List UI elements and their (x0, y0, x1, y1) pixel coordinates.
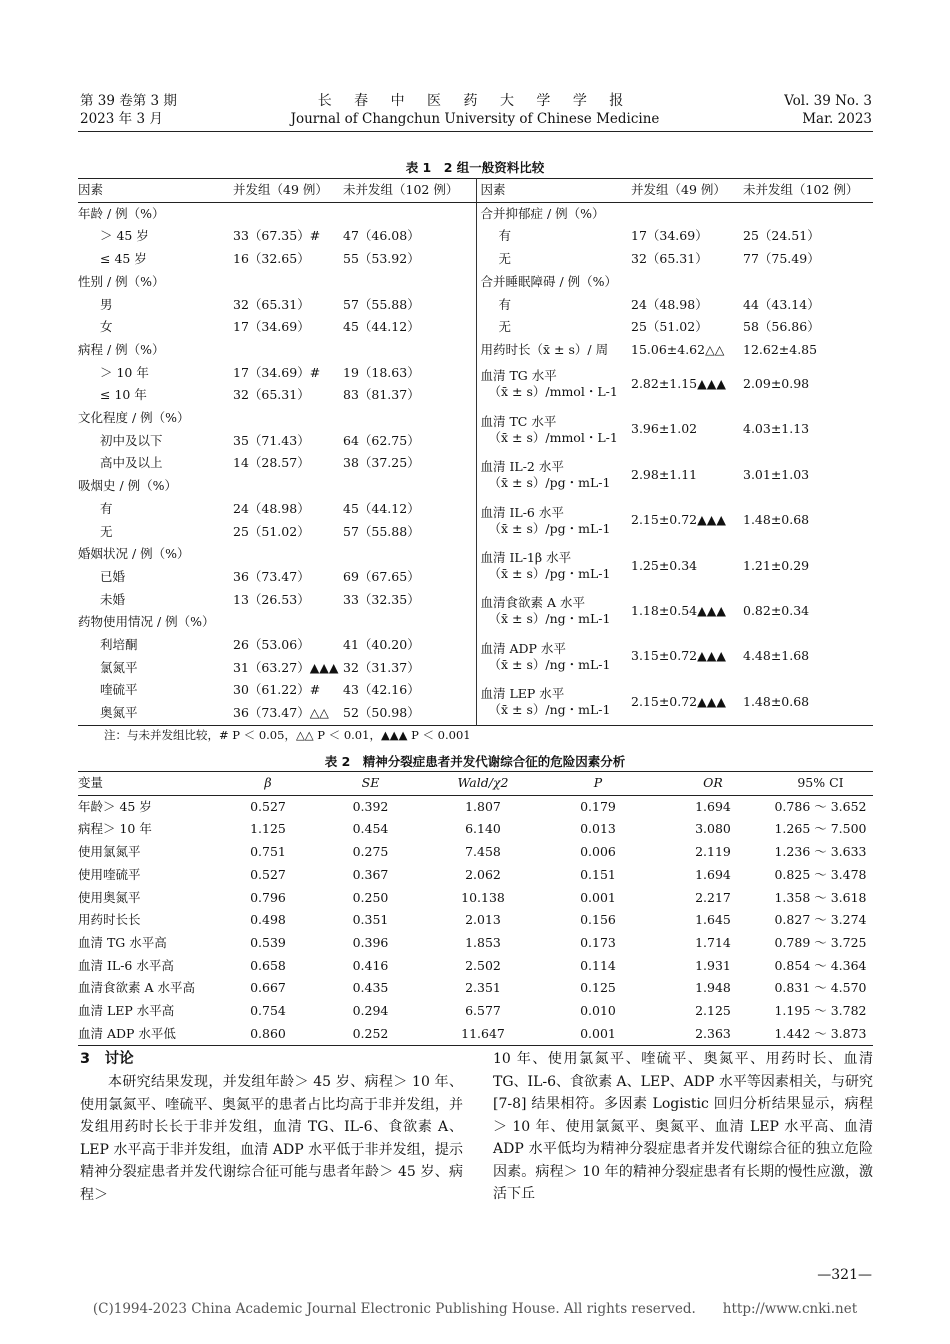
table1-value-b: 45（44.12） (343, 316, 476, 339)
volume-issue: 第 39 卷第 3 期 (80, 93, 177, 109)
table1-value-b-right: 44（43.14） (743, 296, 820, 312)
table1-factor-right-name: 血清 TC 水平 (480, 413, 557, 429)
table1-value-a: 32（65.31） (233, 296, 310, 312)
table1-row (78, 407, 873, 430)
table2-ci: 1.195 ～ 3.782 (774, 1003, 867, 1019)
table2-wald: 1.807 (465, 798, 501, 814)
table2-wald: 2.502 (465, 957, 501, 973)
table1-value-a: 33（67.35）# (233, 228, 321, 244)
table1-value-a: 17（34.69）# (233, 364, 321, 380)
table2-or: 1.645 (695, 912, 731, 928)
table2-p: 0.125 (580, 980, 616, 996)
journal-volume-en (784, 92, 872, 128)
table1-value-b: 38（37.25） (343, 452, 476, 475)
table1-value-b: 41（40.20） (343, 634, 476, 657)
table1-factor-right: 用药时长（x̄ ± s）/ 周 (480, 341, 609, 357)
table1-value-b-right: 1.21±0.29 (743, 557, 810, 573)
table1-value-a: 14（28.57） (233, 455, 310, 471)
table1-factor-right: 有 (498, 228, 512, 244)
table1-row (78, 452, 873, 475)
table2-or: 2.119 (695, 844, 731, 860)
table2-or: 1.931 (695, 957, 731, 973)
table2-row (78, 795, 873, 818)
table1-value-b: 57（55.88） (343, 294, 476, 317)
table2-ci: 1.265 ～ 7.500 (774, 821, 867, 837)
table1-value-b-right: 4.03±1.13 (743, 421, 810, 437)
table1-value-a (233, 407, 343, 430)
table1-row (78, 316, 873, 339)
table1-factor: 男 (100, 296, 113, 312)
table2-variable: 血清 IL-6 水平高 (78, 957, 174, 973)
table2-ci: 0.825 ～ 3.478 (774, 866, 867, 882)
table1-row (78, 634, 873, 657)
table1-value-a: 13（26.53） (233, 591, 310, 607)
table1-factor-right: 有 (498, 296, 512, 312)
table1-row (78, 589, 873, 612)
table2-row (78, 932, 873, 955)
table1-value-a-right: 32（65.31） (631, 251, 708, 267)
table1-note: 注：与未并发组比较，# P ＜ 0.05，△△ P ＜ 0.01，▲▲▲ P ＜ 0.001 (104, 728, 471, 742)
table1-factor-right-name: 血清 ADP 水平 (480, 640, 566, 656)
table2-or: 2.125 (695, 1003, 731, 1019)
table2-wald: 2.351 (465, 980, 501, 996)
table1-value-a-right: 15.06±4.62△△ (631, 341, 725, 357)
table1-factor-right-unit: （x̄ ± s）/pg・mL-1 (488, 565, 611, 581)
copyright-footer: (C)1994-2023 China Academic Journal Electronic Publishing House. All rights reserved. http://www.cnki.net (92, 1301, 858, 1317)
table1-row (78, 339, 873, 362)
table1-value-b: 19（18.63） (343, 362, 476, 385)
table2-beta: 0.498 (250, 912, 286, 928)
table2-variable: 年龄＞ 45 岁 (78, 798, 152, 814)
table1-value-b: 45（44.12） (343, 498, 476, 521)
table2-beta: 0.527 (250, 798, 286, 814)
table1-value-a (233, 271, 343, 294)
table1-value-b: 69（67.65） (343, 566, 476, 589)
table1 (78, 178, 873, 726)
table1-value-b (343, 271, 476, 294)
table2-variable: 血清食欲素 A 水平高 (78, 980, 195, 996)
table1-value-a-right: 24（48.98） (631, 296, 708, 312)
table2-variable: 血清 LEP 水平高 (78, 1003, 175, 1019)
table1-factor: 奥氮平 (100, 705, 138, 721)
table1-factor-right (476, 498, 631, 543)
table2-row (78, 864, 873, 887)
table1-header-row (78, 179, 873, 203)
table2-or: 2.363 (695, 1025, 731, 1041)
body-right-column (493, 1048, 873, 1206)
table1-factor-right (476, 679, 631, 725)
table1-value-a (233, 202, 343, 225)
table1-row (78, 294, 873, 317)
table2-or: 1.694 (695, 866, 731, 882)
table1-factor-right (476, 543, 631, 588)
table1-factor: ≤ 10 年 (100, 387, 147, 403)
table2-beta: 0.751 (250, 844, 286, 860)
table2-ci: 0.786 ～ 3.652 (774, 798, 867, 814)
table1-value-a-right: 2.15±0.72▲▲▲ (631, 693, 726, 709)
table2-row (78, 887, 873, 910)
table1-value-a-right: 17（34.69） (631, 228, 708, 244)
table1-header-group-a: 并发组（49 例） (233, 179, 343, 203)
table1-value-a: 36（73.47） (233, 568, 310, 584)
table1-value-a: 32（65.31） (233, 387, 310, 403)
table1-value-a (233, 611, 343, 634)
table2-beta: 0.658 (250, 957, 286, 973)
table2-se: 0.252 (352, 1025, 389, 1041)
table1-factor: 已婚 (100, 568, 126, 584)
table2-row (78, 818, 873, 841)
table1-value-b: 33（32.35） (343, 589, 476, 612)
table1-value-a: 31（63.27）▲▲▲ (233, 659, 339, 675)
table2-p: 0.010 (580, 1003, 616, 1019)
table1-header-factor-right: 因素 (476, 179, 631, 203)
table2-variable: 使用氯氮平 (78, 844, 141, 860)
table1-header-group-b-right: 未并发组（102 例） (743, 179, 873, 203)
table1-header-group-a-right: 并发组（49 例） (631, 179, 743, 203)
table1-value-b-right: 12.62±4.85 (743, 341, 818, 357)
body-paragraph-left: 本研究结果发现，并发组年龄＞ 45 岁、病程＞ 10 年、使用氯氮平、喹硫平、奥氮平的患者占比均高于非并发组，并发组用药时长长于非并发组，血清 TG、IL-6、食欲素 A、LEP 水平高于非并发组，血清 ADP 水平低于非并发组，提示精神分裂症患者并发代谢综合征可能与患者年龄＞ 45 岁、病程＞ (80, 1074, 463, 1203)
table1-factor-right (476, 407, 631, 452)
table1-value-a-right: 3.15±0.72▲▲▲ (631, 648, 726, 664)
table2-beta: 0.796 (250, 889, 286, 905)
body-left-column (80, 1071, 463, 1206)
table1-value-b-right (743, 202, 873, 225)
table1-value-b: 47（46.08） (343, 225, 476, 248)
table2-header-se: SE (313, 772, 428, 796)
table1-row (78, 362, 873, 385)
table1-factor-right-name: 血清 TG 水平 (480, 368, 557, 384)
table1-value-b (343, 475, 476, 498)
table2-header-beta: β (223, 772, 313, 796)
table2-p: 0.013 (580, 821, 616, 837)
table2-or: 1.694 (695, 798, 731, 814)
table2-variable: 使用喹硫平 (78, 866, 141, 882)
table1-value-b (343, 611, 476, 634)
table2-caption: 表 2 精神分裂症患者并发代谢综合征的危险因素分析 (324, 754, 626, 769)
table1-factor: 未婚 (100, 591, 126, 607)
table1-value-a: 24（48.98） (233, 500, 310, 516)
table1-value-a-right (631, 271, 743, 294)
table1-factor: 年龄 / 例（%） (78, 205, 165, 221)
table1-row (78, 225, 873, 248)
table2-or: 3.080 (695, 821, 731, 837)
table2-variable: 用药时长长 (78, 912, 141, 928)
table1-factor-right-unit: （x̄ ± s）/ng・mL-1 (488, 656, 611, 672)
table1-value-a: 35（71.43） (233, 432, 310, 448)
table1-factor: 有 (100, 500, 113, 516)
table2-wald: 1.853 (465, 934, 501, 950)
table1-value-a-right: 1.25±0.34 (631, 557, 698, 573)
table2-se: 0.396 (352, 934, 389, 950)
table1-row (78, 248, 873, 271)
table1-value-a: 30（61.22）# (233, 682, 321, 698)
table2-p: 0.001 (580, 1025, 616, 1041)
table1-factor-right-unit: （x̄ ± s）/pg・mL-1 (488, 520, 611, 536)
table2-se: 0.416 (352, 957, 389, 973)
table1-value-a-right: 2.98±1.11 (631, 466, 698, 482)
table2-header-wald: Wald/χ2 (428, 772, 538, 796)
table1-factor-right-unit: （x̄ ± s）/mmol・L-1 (488, 429, 618, 445)
table1-factor-right (476, 452, 631, 497)
table1-value-b: 83（81.37） (343, 384, 476, 407)
table2 (78, 771, 873, 1046)
table1-value-b-right: 0.82±0.34 (743, 603, 810, 618)
table2-ci: 1.442 ～ 3.873 (774, 1025, 867, 1041)
table1-value-a: 16（32.65） (233, 251, 310, 267)
table1-value-b-right: 1.48±0.68 (743, 693, 810, 709)
table2-header-or: OR (658, 772, 768, 796)
table2-se: 0.435 (352, 980, 389, 996)
table1-value-b-right: 3.01±1.03 (743, 466, 810, 482)
table2-ci: 1.358 ～ 3.618 (774, 889, 867, 905)
table1-factor-right: 合并抑郁症 / 例（%） (480, 205, 605, 221)
body-paragraph-right: 10 年、使用氯氮平、喹硫平、奥氮平、用药时长、血清 TG、IL-6、食欲素 A、LEP、ADP 水平等因素相关，与研究 [7-8] 结果相符。多因素 Logistic 回归分析结果显示，病程＞ 10 年、使用氯氮平、奥氮平、血清 LEP 水平高、血清 ADP 水平低均为精神分裂症患者并发代谢综合征的独立危险因素。病程＞ 10 年的精神分裂症患者有长期的慢性应激，激活下丘 (493, 1051, 873, 1202)
table1-value-b-right: 4.48±1.68 (743, 648, 810, 664)
table1-factor: 性别 / 例（%） (78, 273, 165, 289)
table1-factor: 病程 / 例（%） (78, 341, 165, 357)
table1-row (78, 543, 873, 566)
table2-header-row (78, 772, 873, 796)
table2-row (78, 1023, 873, 1046)
table2-row (78, 1000, 873, 1023)
table1-factor-right (476, 362, 631, 407)
table1-value-a-right: 2.15±0.72▲▲▲ (631, 512, 726, 528)
header-rule (78, 131, 873, 132)
table1-value-b (343, 407, 476, 430)
table2-header-variable: 变量 (78, 772, 223, 796)
table2-se: 0.392 (352, 798, 389, 814)
table1-value-b-right: 2.09±0.98 (743, 375, 810, 391)
table1-factor-right: 无 (498, 251, 512, 267)
table2-row (78, 909, 873, 932)
table1-row (78, 271, 873, 294)
section-title: 3 讨论 (80, 1051, 134, 1067)
table2-variable: 病程＞ 10 年 (78, 821, 152, 837)
table1-value-b: 64（62.75） (343, 430, 476, 453)
table1-value-b-right: 58（56.86） (743, 319, 820, 335)
table2-ci: 0.831 ～ 4.570 (774, 980, 867, 996)
table1-value-a: 25（51.02） (233, 523, 310, 539)
table2-beta: 1.125 (250, 821, 286, 837)
table2-wald: 6.140 (465, 821, 501, 837)
page-number: —321— (817, 1267, 872, 1283)
table2-ci: 1.236 ～ 3.633 (774, 844, 867, 860)
table2-se: 0.367 (352, 866, 389, 882)
table1-factor: 氯氮平 (100, 659, 138, 675)
table2-p: 0.151 (580, 866, 616, 882)
table1-row (78, 498, 873, 521)
table1-header-factor: 因素 (78, 179, 233, 203)
table2-wald: 10.138 (461, 889, 505, 905)
table1-factor-right (476, 634, 631, 679)
table1-factor: 婚姻状况 / 例（%） (78, 546, 190, 562)
table1-row (78, 202, 873, 225)
table2-p: 0.114 (580, 957, 616, 973)
table1-factor: 药物使用情况 / 例（%） (78, 614, 215, 630)
table1-value-b: 43（42.16） (343, 679, 476, 702)
table1-value-b-right: 77（75.49） (743, 251, 820, 267)
table1-value-b-right: 1.48±0.68 (743, 512, 810, 528)
table1-value-b-right (743, 271, 873, 294)
table1-value-a-right: 25（51.02） (631, 319, 708, 335)
table1-caption: 表 1 2 组一般资料比较 (405, 160, 545, 175)
table1-factor-right-name: 血清 IL-2 水平 (480, 459, 564, 475)
journal-title-cn: 长 春 中 医 药 大 学 学 报 (317, 93, 633, 109)
table2-wald: 2.062 (465, 866, 501, 882)
table2-or: 1.714 (695, 934, 731, 950)
table2-variable: 使用奥氮平 (78, 889, 141, 905)
table2-row (78, 841, 873, 864)
table2-p: 0.001 (580, 889, 616, 905)
table2-row (78, 955, 873, 978)
table2-beta: 0.754 (250, 1003, 286, 1019)
table1-factor: 利培酮 (100, 637, 138, 653)
table2-beta: 0.860 (250, 1025, 286, 1041)
table1-factor-right-name: 血清 LEP 水平 (480, 686, 565, 702)
table1-value-a: 17（34.69） (233, 319, 310, 335)
table1-factor: ＞ 45 岁 (100, 228, 149, 244)
table2-se: 0.275 (352, 844, 389, 860)
table1-value-b: 57（55.88） (343, 521, 476, 544)
table1-value-a: 26（53.06） (233, 637, 310, 653)
table1-value-a (233, 475, 343, 498)
table2-beta: 0.527 (250, 866, 286, 882)
table1-factor-right-unit: （x̄ ± s）/ng・mL-1 (488, 611, 611, 627)
table2-header-p: P (538, 772, 658, 796)
table1-factor-right: 合并睡眠障碍 / 例（%） (480, 273, 618, 289)
table1-value-a: 36（73.47）△△ (233, 705, 329, 721)
table2-p: 0.179 (580, 798, 616, 814)
journal-title-en: Journal of Changchun University of Chinese Medicine (290, 111, 660, 127)
table1-value-b (343, 543, 476, 566)
table2-ci: 0.789 ～ 3.725 (774, 934, 867, 950)
table1-row (78, 679, 873, 702)
table2-se: 0.454 (352, 821, 389, 837)
table2-wald: 7.458 (465, 844, 501, 860)
table2-beta: 0.539 (250, 934, 286, 950)
volume-issue-en: Vol. 39 No. 3 (784, 93, 872, 109)
table2-se: 0.351 (352, 912, 389, 928)
table2-p: 0.006 (580, 844, 616, 860)
table1-value-a-right: 1.18±0.54▲▲▲ (631, 603, 726, 618)
table2-ci: 0.827 ～ 3.274 (774, 912, 867, 928)
table1-value-b (343, 339, 476, 362)
table1-value-b: 32（31.37） (343, 657, 476, 680)
table1-factor: 初中及以下 (100, 432, 163, 448)
table2-variable: 血清 TG 水平高 (78, 934, 167, 950)
table1-value-b-right: 25（24.51） (743, 228, 820, 244)
table1-factor-right-name: 血清食欲素 A 水平 (480, 595, 585, 611)
table2-header-ci: 95% CI (768, 772, 873, 796)
table1-factor-right-name: 血清 IL-6 水平 (480, 504, 564, 520)
table2-wald: 6.577 (465, 1003, 501, 1019)
table1-factor: ≤ 45 岁 (100, 251, 147, 267)
table1-factor: 吸烟史 / 例（%） (78, 478, 178, 494)
table1-factor-right-unit: （x̄ ± s）/mmol・L-1 (488, 384, 618, 400)
table1-value-a-right (631, 202, 743, 225)
table2-se: 0.250 (352, 889, 389, 905)
table1-value-b: 55（53.92） (343, 248, 476, 271)
table2-p: 0.156 (580, 912, 616, 928)
table1-factor: 女 (100, 319, 113, 335)
table1-factor-right-unit: （x̄ ± s）/ng・mL-1 (488, 702, 611, 718)
table1-factor: ＞ 10 年 (100, 364, 149, 380)
table1-factor-right-unit: （x̄ ± s）/pg・mL-1 (488, 475, 611, 491)
table1-factor-right (476, 589, 631, 634)
table1-factor: 喹硫平 (100, 682, 138, 698)
table1-header-group-b: 未并发组（102 例） (343, 179, 476, 203)
table1-factor: 高中及以上 (100, 455, 163, 471)
table1-value-b (343, 202, 476, 225)
table2-wald: 2.013 (465, 912, 501, 928)
table2-row (78, 977, 873, 1000)
table2-p: 0.173 (580, 934, 616, 950)
table2-ci: 0.854 ～ 4.364 (774, 957, 867, 973)
table1-value-a (233, 339, 343, 362)
table2-variable: 血清 ADP 水平低 (78, 1025, 176, 1041)
table2-se: 0.294 (352, 1003, 389, 1019)
table1-factor-right-name: 血清 IL-1β 水平 (480, 549, 572, 565)
table1-factor: 文化程度 / 例（%） (78, 410, 190, 426)
table2-beta: 0.667 (250, 980, 286, 996)
table1-value-a (233, 543, 343, 566)
table2-or: 1.948 (695, 980, 731, 996)
issue-date: 2023 年 3 月 (80, 111, 163, 127)
issue-date-en: Mar. 2023 (802, 111, 872, 127)
table2-or: 2.217 (695, 889, 731, 905)
table1-value-b: 52（50.98） (343, 702, 476, 725)
table1-value-a-right: 2.82±1.15▲▲▲ (631, 375, 726, 391)
table1-value-a-right: 3.96±1.02 (631, 421, 698, 437)
table1-factor-right: 无 (498, 319, 512, 335)
table2-wald: 11.647 (461, 1025, 505, 1041)
table1-factor: 无 (100, 523, 113, 539)
